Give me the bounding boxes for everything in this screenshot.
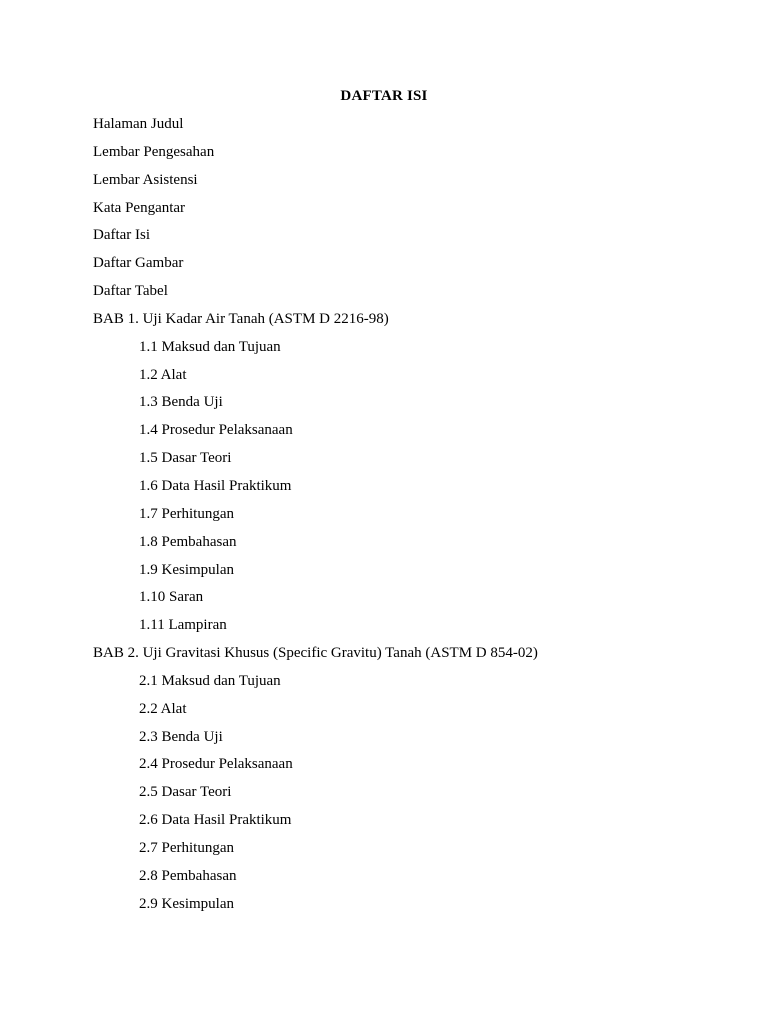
toc-entry: Lembar Pengesahan bbox=[93, 143, 215, 160]
toc-entry: Kata Pengantar bbox=[93, 199, 186, 216]
toc-subentry: 2.4 Prosedur Pelaksanaan bbox=[139, 756, 293, 773]
toc-subentry: 1.11 Lampiran bbox=[139, 617, 227, 634]
toc-entry: Daftar Gambar bbox=[93, 255, 184, 272]
toc-subentry: 1.4 Prosedur Pelaksanaan bbox=[139, 422, 293, 439]
toc-subentry: 1.8 Pembahasan bbox=[139, 533, 237, 550]
toc-entry: BAB 1. Uji Kadar Air Tanah (ASTM D 2216-98) bbox=[93, 310, 389, 327]
table-of-contents bbox=[0, 112, 768, 919]
toc-subentry: 1.7 Perhitungan bbox=[139, 505, 234, 522]
toc-entry: Daftar Isi bbox=[93, 227, 151, 244]
toc-subentry: 2.9 Kesimpulan bbox=[139, 895, 234, 912]
toc-subentry: 1.3 Benda Uji bbox=[139, 394, 223, 411]
toc-subentry: 2.8 Pembahasan bbox=[139, 867, 237, 884]
toc-entry: Lembar Asistensi bbox=[93, 171, 198, 188]
toc-entry: BAB 2. Uji Gravitasi Khusus (Specific Gravitu) Tanah (ASTM D 854-02) bbox=[93, 645, 538, 662]
toc-subentry: 2.3 Benda Uji bbox=[139, 728, 223, 745]
toc-entry: Halaman Judul bbox=[93, 116, 184, 132]
toc-subentry: 1.1 Maksud dan Tujuan bbox=[139, 338, 281, 355]
toc-subentry: 1.10 Saran bbox=[139, 589, 204, 606]
toc-entry: Daftar Tabel bbox=[93, 283, 168, 300]
toc-subentry: 2.1 Maksud dan Tujuan bbox=[139, 672, 281, 689]
toc-subentry: 1.5 Dasar Teori bbox=[139, 450, 232, 467]
page-title: DAFTAR ISI bbox=[340, 88, 428, 104]
toc-subentry: 1.9 Kesimpulan bbox=[139, 561, 234, 578]
toc-subentry: 2.6 Data Hasil Praktikum bbox=[139, 812, 292, 829]
toc-subentry: 1.6 Data Hasil Praktikum bbox=[139, 477, 292, 494]
toc-subentry: 1.2 Alat bbox=[139, 366, 187, 383]
toc-subentry: 2.7 Perhitungan bbox=[139, 839, 234, 856]
toc-subentry: 2.2 Alat bbox=[139, 700, 187, 717]
toc-subentry: 2.5 Dasar Teori bbox=[139, 784, 232, 801]
